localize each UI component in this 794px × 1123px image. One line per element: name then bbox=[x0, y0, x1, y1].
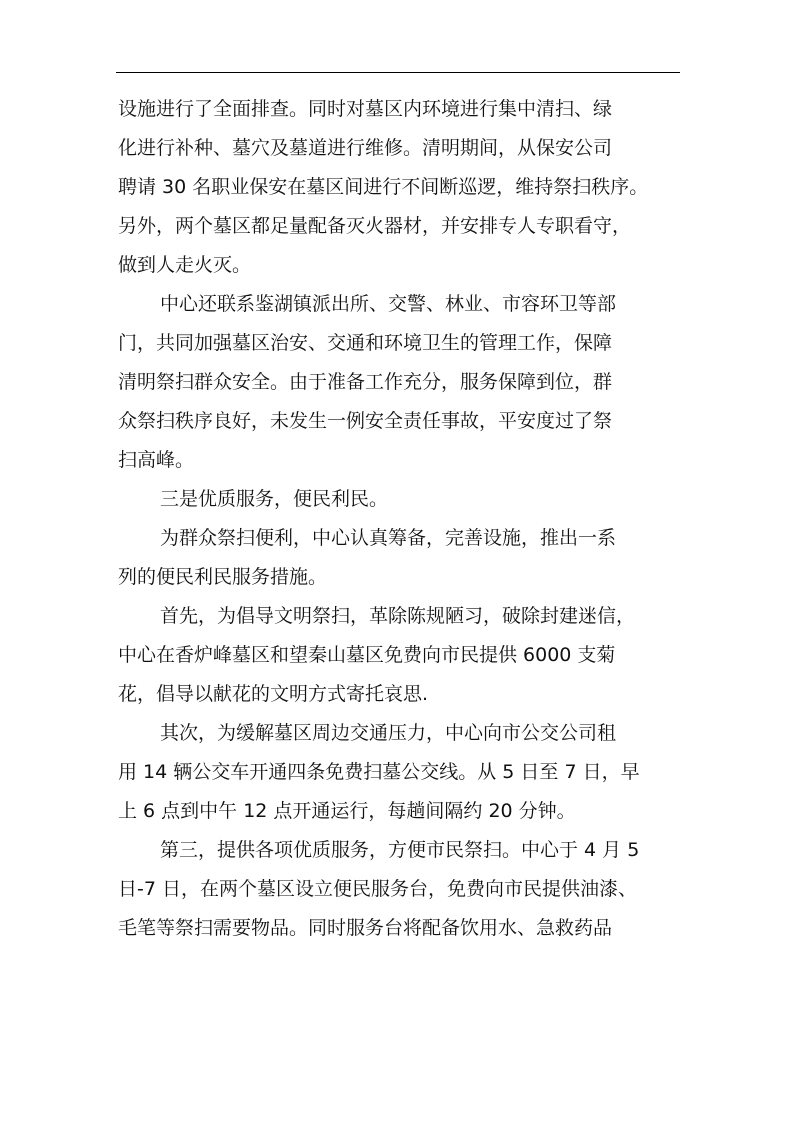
text-line: 门，共同加强墓区治安、交通和环境卫生的管理工作，保障 bbox=[118, 332, 613, 354]
text-line: 三是优质服务，便民利民。 bbox=[160, 488, 389, 510]
text-line: 花，倡导以献花的文明方式寄托哀思. bbox=[118, 683, 429, 705]
text-line: 列的便民利民服务措施。 bbox=[118, 566, 328, 588]
document-body bbox=[118, 90, 684, 948]
text-line: 聘请 30 名职业保安在墓区间进行不间断巡逻，维持祭扫秩序。 bbox=[118, 176, 649, 198]
header-rule bbox=[116, 72, 680, 73]
text-line: 上 6 点到中午 12 点开通运行，每趟间隔约 20 分钟。 bbox=[118, 800, 576, 822]
text-line: 做到人走火灭。 bbox=[118, 254, 252, 276]
text-line: 中心在香炉峰墓区和望秦山墓区免费向市民提供 6000 支菊 bbox=[118, 644, 616, 666]
text-line: 中心还联系鉴湖镇派出所、交警、林业、市容环卫等部 bbox=[160, 293, 617, 315]
text-line: 其次，为缓解墓区周边交通压力，中心向市公交公司租 bbox=[160, 722, 617, 744]
text-line: 毛笔等祭扫需要物品。同时服务台将配备饮用水、急救药品 bbox=[118, 917, 613, 939]
text-line: 用 14 辆公交车开通四条免费扫墓公交线。从 5 日至 7 日，早 bbox=[118, 761, 640, 783]
text-line: 为群众祭扫便利，中心认真筹备，完善设施，推出一系 bbox=[160, 527, 617, 549]
text-line: 首先，为倡导文明祭扫，革除陈规陋习，破除封建迷信， bbox=[160, 605, 636, 627]
text-line: 扫高峰。 bbox=[118, 449, 195, 471]
text-line: 设施进行了全面排查。同时对墓区内环境进行集中清扫、绿 bbox=[118, 98, 613, 120]
text-line: 清明祭扫群众安全。由于准备工作充分，服务保障到位，群 bbox=[118, 371, 613, 393]
text-line: 第三，提供各项优质服务，方便市民祭扫。中心于 4 月 5 bbox=[160, 839, 640, 861]
text-line: 日-7 日，在两个墓区设立便民服务台，免费向市民提供油漆、 bbox=[118, 878, 637, 900]
text-line: 化进行补种、墓穴及墓道进行维修。清明期间，从保安公司 bbox=[118, 137, 613, 159]
text-line: 众祭扫秩序良好，未发生一例安全责任事故，平安度过了祭 bbox=[118, 410, 613, 432]
text-line: 另外，两个墓区都足量配备灭火器材，并安排专人专职看守， bbox=[118, 215, 632, 237]
